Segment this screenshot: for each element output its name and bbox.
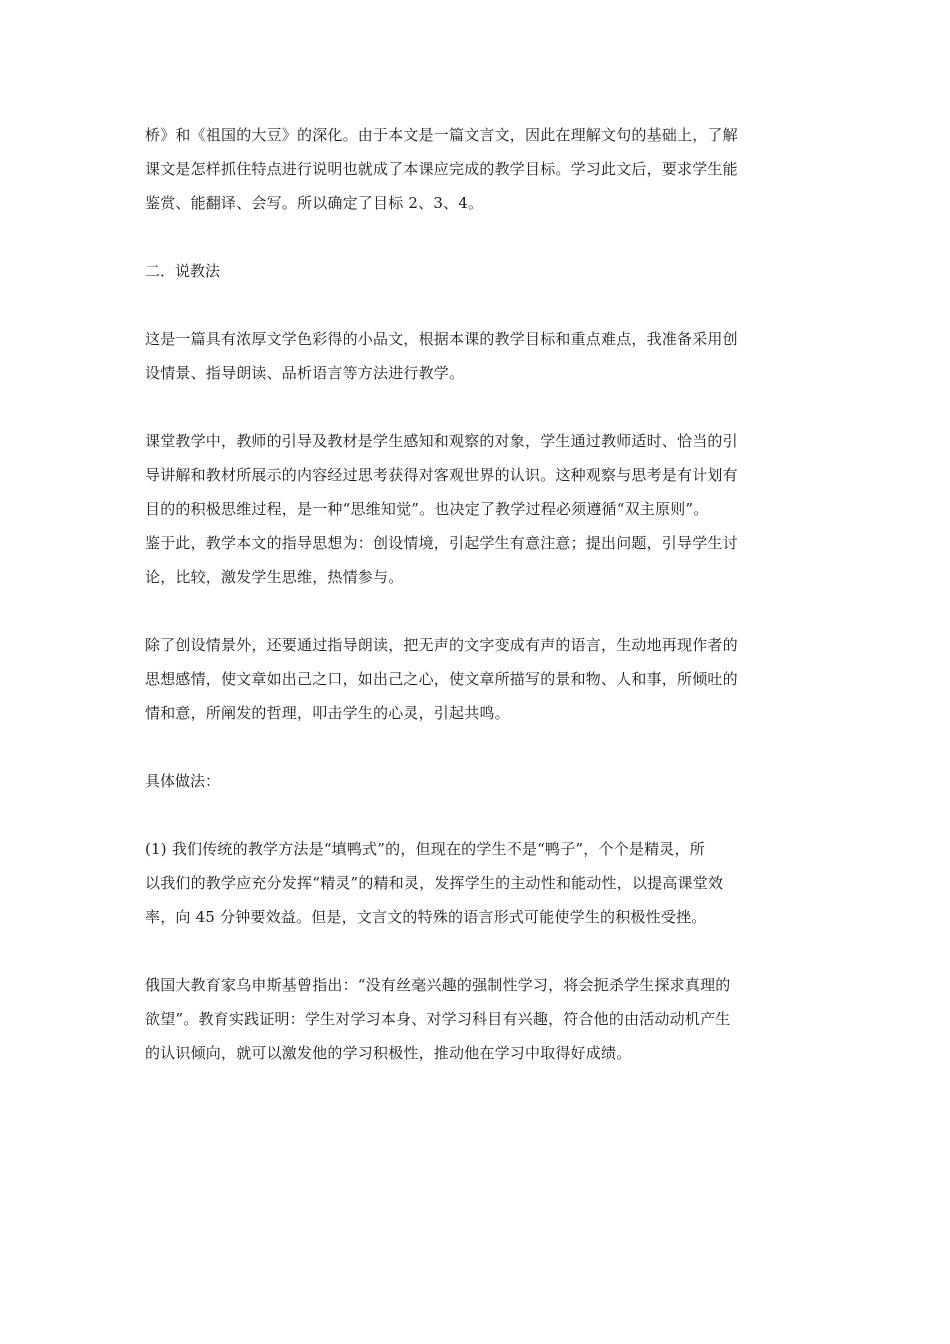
text-line: 除了创设情景外，还要通过指导朗读，把无声的文字变成有声的语言，生动地再现作者的 bbox=[145, 636, 738, 654]
text-line: 课文是怎样抓住特点进行说明也就成了本课应完成的教学目标。学习此文后，要求学生能 bbox=[145, 160, 738, 178]
paragraph-method-intro bbox=[145, 322, 810, 390]
paragraph-guided-reading bbox=[145, 628, 810, 730]
text-line: 欲望”。教育实践证明：学生对学习本身、对学习科目有兴趣，符合他的由活动动机产生 bbox=[145, 1010, 731, 1028]
paragraph-classroom-teaching bbox=[145, 424, 810, 594]
text-line: 设情景、指导朗读、品析语言等方法进行教学。 bbox=[145, 364, 465, 382]
text-line: 情和意，所阐发的哲理，叩击学生的心灵，引起共鸣。 bbox=[145, 704, 510, 722]
text-line: 率，向 45 分钟要效益。但是，文言文的特殊的语言形式可能使学生的积极性受挫。 bbox=[145, 908, 707, 926]
text-line: 这是一篇具有浓厚文学色彩得的小品文，根据本课的教学目标和重点难点，我准备采用创 bbox=[145, 330, 738, 348]
heading-text: 二．说教法 bbox=[145, 262, 221, 280]
text-line: 课堂教学中，教师的引导及教材是学生感知和观察的对象，学生通过教师适时、恰当的引 bbox=[145, 432, 738, 450]
section-heading-teaching-method bbox=[145, 254, 810, 288]
document-page bbox=[145, 118, 810, 1104]
text-line: 鉴赏、能翻译、会写。所以确定了目标 2、3、4。 bbox=[145, 194, 484, 212]
text-line: 论，比较，激发学生思维，热情参与。 bbox=[145, 568, 404, 586]
text-line: 俄国大教育家乌申斯基曾指出：“没有丝毫兴趣的强制性学习，将会扼杀学生探求真理的 bbox=[145, 976, 731, 994]
text-line: 目的的积极思维过程，是一种“思维知觉”。也决定了教学过程必须遵循“双主原则”。 bbox=[145, 500, 709, 518]
subheading-specific-practice bbox=[145, 764, 810, 798]
paragraph-item-1 bbox=[145, 832, 810, 934]
text-line: 鉴于此，教学本文的指导思想为：创设情境，引起学生有意注意；提出问题，引导学生讨 bbox=[145, 534, 738, 552]
text-line: 导讲解和教材所展示的内容经过思考获得对客观世界的认识。这种观察与思考是有计划有 bbox=[145, 466, 738, 484]
text-line: 的认识倾向，就可以激发他的学习积极性，推动他在学习中取得好成绩。 bbox=[145, 1044, 632, 1062]
paragraph-ushinsky-quote bbox=[145, 968, 810, 1070]
paragraph-goals-summary bbox=[145, 118, 810, 220]
text-line: 思想感情，使文章如出己之口，如出己之心，使文章所描写的景和物、人和事，所倾吐的 bbox=[145, 670, 738, 688]
text-line: (1) 我们传统的教学方法是“填鸭式”的，但现在的学生不是“鸭子”，个个是精灵，所 bbox=[145, 840, 705, 858]
heading-text: 具体做法： bbox=[145, 772, 221, 790]
text-line: 以我们的教学应充分发挥“精灵”的精和灵，发挥学生的主动性和能动性，以提高课堂效 bbox=[145, 874, 724, 892]
text-line: 桥》和《祖国的大豆》的深化。由于本文是一篇文言文，因此在理解文句的基础上，了解 bbox=[145, 126, 738, 144]
